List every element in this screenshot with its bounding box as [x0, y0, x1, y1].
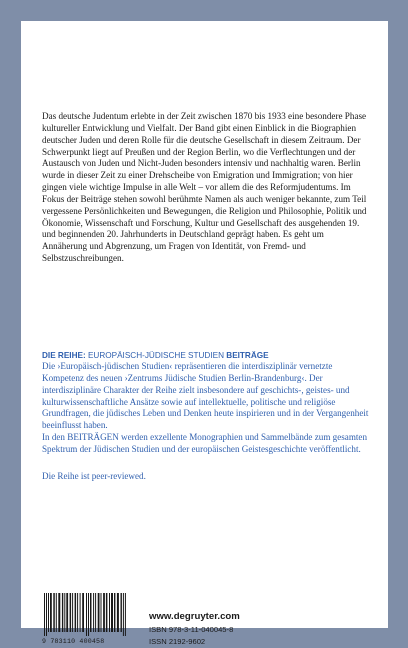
barcode-bar	[44, 593, 45, 636]
barcode-bar	[95, 593, 96, 632]
barcode-bar	[56, 593, 57, 632]
barcode-bar	[70, 593, 72, 632]
barcode-bar	[93, 593, 94, 632]
issn-number: ISSN 2192-9602	[149, 637, 206, 646]
barcode-bar	[123, 593, 124, 636]
barcode-bar	[88, 593, 89, 636]
barcode-bar	[117, 593, 119, 632]
barcode-bar	[82, 593, 84, 632]
barcode-bar	[64, 593, 65, 632]
series-label: DIE REIHE:	[42, 351, 86, 360]
barcode-bar	[109, 593, 110, 632]
publisher-url[interactable]: www.degruyter.com	[149, 611, 240, 622]
barcode-bar	[46, 593, 47, 636]
barcode-bar	[66, 593, 68, 632]
series-peer-review: Die Reihe ist peer-reviewed.	[42, 471, 146, 481]
series-description: Die ›Europäisch-jüdischen Studien‹ repräsentieren die interdisziplinär vernetzte Kompetenz des neuen ›Zentrums Jüdische Studien Berlin-Brandenburg‹. Der interdisziplinäre Charakter der Reihe zielt insbesondere auf geschichts-, geistes- und kulturwissenschaftliche Ansätze sowie auf intellektuelle, politische und religiöse Grundfragen, die jüdisches Leben und Denken heute inspirieren und in der Vergangenheit beeinflusst haben.	[42, 361, 369, 431]
barcode-bar	[62, 593, 63, 632]
content-panel	[21, 21, 388, 646]
barcode-bar	[106, 593, 108, 632]
barcode-bar	[80, 593, 81, 632]
barcode-bar	[75, 593, 77, 632]
barcode-bar	[53, 593, 55, 632]
barcode-bar	[58, 593, 60, 632]
barcode-digits: 9 783110 400458	[42, 638, 105, 645]
barcode-bar	[121, 593, 122, 632]
barcode-bar	[103, 593, 105, 632]
series-heading	[42, 350, 372, 361]
series-contributions: In den BEITRÄGEN werden exzellente Monographien und Sammelbände zum gesamten Spektrum der Jüdischen Studien und der europäischen Geistesgeschichte veröffentlicht.	[42, 432, 368, 454]
isbn-barcode	[42, 593, 139, 636]
barcode-bar	[101, 593, 102, 632]
barcode-bar	[111, 593, 113, 632]
series-name: EUROPÄISCH-JÜDISCHE STUDIEN	[87, 351, 224, 360]
isbn-number: ISBN 978-3-11-040045-8	[149, 625, 234, 634]
barcode-bar	[48, 593, 49, 632]
series-subtitle: BEITRÄGE	[226, 351, 269, 360]
barcode-bar	[90, 593, 92, 632]
barcode-bar	[98, 593, 100, 632]
barcode-bar	[50, 593, 52, 632]
barcode-bar	[86, 593, 87, 636]
barcode-bar	[114, 593, 115, 632]
barcode-bar	[77, 593, 78, 632]
barcode-bar	[125, 593, 126, 636]
barcode-bar	[72, 593, 73, 632]
book-blurb: Das deutsche Judentum erlebte in der Zeit zwischen 1870 bis 1933 eine besondere Phase kultureller Entwicklung und Vielfalt. Der Band gibt einen Einblick in die Biographien deutscher Juden und deren Rolle für die deutsche Gesellschaft in diesem Zeitraum. Der Schwerpunkt liegt auf Preußen und der Region Berlin, wo die Verflechtungen und der Austausch von Juden und Nicht-Juden besonders intensiv und nachhaltig waren. Berlin wurde in dieser Zeit zu einer Drehscheibe von Emigration und Immigration; von hier gingen viele wichtige Impulse in alle Welt – vor allem die des Reformjudentums. Im Fokus der Beiträge stehen sowohl berühmte Namen als auch weniger bekannte, zum Teil vergessene Persönlichkeiten und Bewegungen, die Religion und Philosophie, Politik und Ökonomie, Wissenschaft und Forschung, Kultur und Gesellschaft des ausgehenden 19. und beginnenden 20. Jahrhunderts in Deutschland geprägt haben. Es geht um Annäherung und Abgrenzung, um Fragen von Identität, von Fremd- und Selbstzuschreibungen.	[42, 111, 367, 264]
